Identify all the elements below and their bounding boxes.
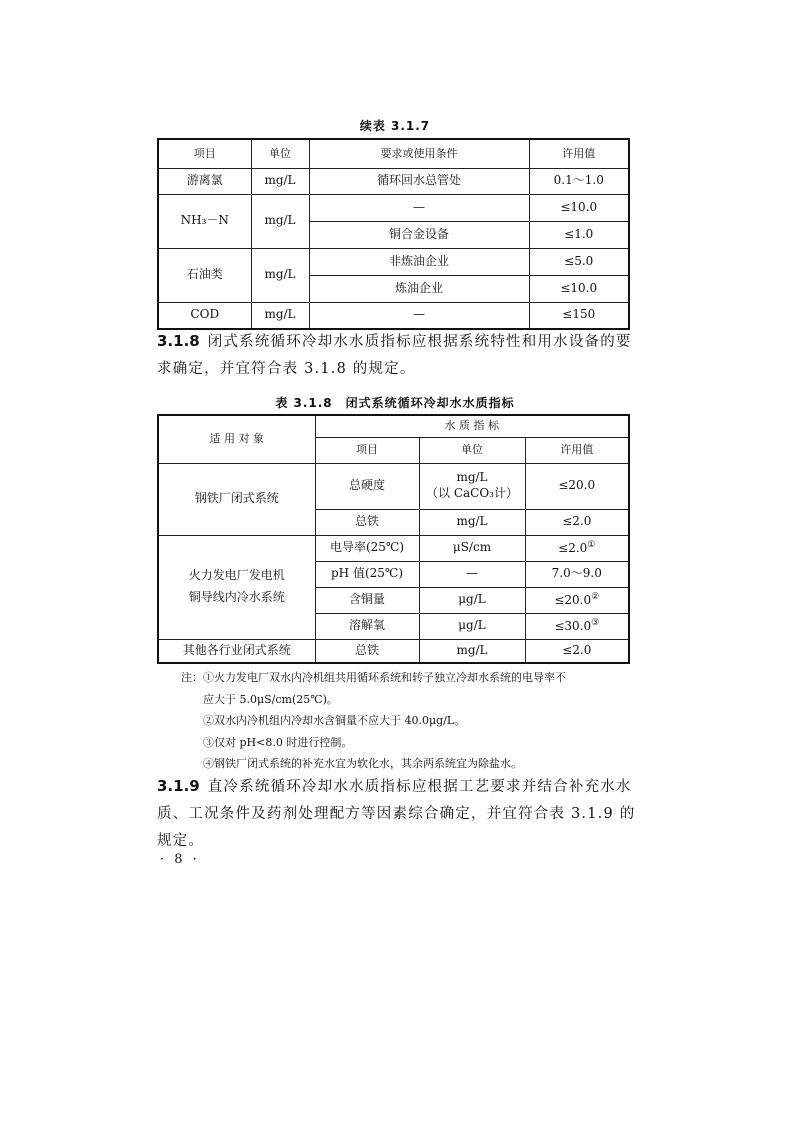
clause-number: 3.1.9 bbox=[157, 777, 200, 795]
cell-value: ≤20.0 bbox=[525, 463, 629, 509]
cell-value: ≤1.0 bbox=[529, 221, 629, 248]
value-text: ≤2.0 bbox=[558, 540, 588, 555]
footnote-mark: ② bbox=[591, 591, 600, 602]
cell-unit: mg/L bbox=[419, 639, 525, 663]
table-notes bbox=[181, 667, 641, 775]
cell-unit bbox=[419, 463, 525, 509]
table-row bbox=[158, 463, 629, 509]
cell-condition: — bbox=[309, 302, 529, 329]
header-allowed-value: 许用值 bbox=[529, 139, 629, 168]
cell-item: 总铁 bbox=[315, 639, 419, 663]
note-2: ②双水内冷机组内冷却水含铜量不应大于 40.0μg/L。 bbox=[203, 714, 466, 727]
cell-value: 7.0～9.0 bbox=[525, 561, 629, 587]
clause-text: 闭式系统循环冷却水水质指标应根据系统特性和用水设备的要求确定，并宜符合表 3.1.8 的规定。 bbox=[157, 334, 632, 377]
cell-object bbox=[158, 535, 315, 639]
clause-3-1-8 bbox=[157, 328, 637, 383]
closed-system-water-quality-table bbox=[157, 414, 630, 664]
table-row bbox=[158, 639, 629, 663]
cell-unit: mg/L bbox=[251, 248, 309, 302]
note-1-continued: 应大于 5.0μS/cm(25℃)。 bbox=[203, 692, 338, 706]
clause-number: 3.1.8 bbox=[157, 332, 200, 350]
cell-unit: μg/L bbox=[419, 613, 525, 639]
cell-item: NH₃－N bbox=[158, 194, 251, 248]
cell-item: 游离氯 bbox=[158, 168, 251, 194]
cell-unit: μS/cm bbox=[419, 535, 525, 561]
note-1: 注：①火力发电厂双水内冷机组共用循环系统和转子独立冷却水系统的电导率不 bbox=[181, 671, 566, 684]
cell-value bbox=[525, 535, 629, 561]
cell-condition: 铜合金设备 bbox=[309, 221, 529, 248]
unit-line: （以 CaCO₃计） bbox=[426, 486, 518, 500]
table2-caption: 表 3.1.8 闭式系统循环冷却水水质指标 bbox=[275, 396, 515, 410]
table-row bbox=[158, 302, 629, 329]
cell-unit: — bbox=[419, 561, 525, 587]
footnote-mark: ③ bbox=[591, 617, 600, 628]
cell-object: 其他各行业闭式系统 bbox=[158, 639, 315, 663]
table-row bbox=[158, 194, 629, 221]
cell-unit: mg/L bbox=[419, 509, 525, 535]
page-number: · 8 · bbox=[160, 852, 200, 867]
cell-unit: mg/L bbox=[251, 168, 309, 194]
cell-object: 钢铁厂闭式系统 bbox=[158, 463, 315, 535]
cell-unit: μg/L bbox=[419, 587, 525, 613]
cell-condition: 循环回水总管处 bbox=[309, 168, 529, 194]
cell-value: ≤2.0 bbox=[525, 639, 629, 663]
cell-item: 溶解氧 bbox=[315, 613, 419, 639]
cell-value: ≤150 bbox=[529, 302, 629, 329]
cell-unit: mg/L bbox=[251, 302, 309, 329]
cell-item: 含铜量 bbox=[315, 587, 419, 613]
cell-item: 石油类 bbox=[158, 248, 251, 302]
object-line: 铜导线内冷水系统 bbox=[188, 590, 285, 604]
cell-value: ≤5.0 bbox=[529, 248, 629, 275]
cell-item: 总铁 bbox=[315, 509, 419, 535]
cell-condition: 炼油企业 bbox=[309, 275, 529, 302]
header-applicable-object: 适 用 对 象 bbox=[158, 415, 315, 463]
header-water-quality-indicators: 水 质 指 标 bbox=[315, 415, 629, 437]
cell-item: pH 值(25℃) bbox=[315, 561, 419, 587]
cell-value: ≤10.0 bbox=[529, 194, 629, 221]
clause-3-1-9 bbox=[157, 773, 637, 855]
header-unit: 单位 bbox=[251, 139, 309, 168]
header-item: 项目 bbox=[158, 139, 251, 168]
header-unit: 单位 bbox=[419, 437, 525, 463]
table-header-row bbox=[158, 415, 629, 437]
table1-caption: 续表 3.1.7 bbox=[359, 119, 431, 133]
cell-value bbox=[525, 587, 629, 613]
header-allowed-value: 许用值 bbox=[525, 437, 629, 463]
cell-condition: 非炼油企业 bbox=[309, 248, 529, 275]
cell-unit: mg/L bbox=[251, 194, 309, 248]
header-condition: 要求或使用条件 bbox=[309, 139, 529, 168]
header-item: 项目 bbox=[315, 437, 419, 463]
table-row bbox=[158, 168, 629, 194]
value-text: ≤30.0 bbox=[554, 618, 592, 633]
cell-item: COD bbox=[158, 302, 251, 329]
table-row bbox=[158, 535, 629, 561]
clause-text: 直冷系统循环冷却水水质指标应根据工艺要求并结合补充水水质、工况条件及药剂处理配方等因素综合确定，并宜符合表 3.1.9 的规定。 bbox=[157, 779, 636, 849]
unit-line: mg/L bbox=[456, 470, 488, 485]
table-row bbox=[158, 248, 629, 275]
water-quality-table-continued bbox=[157, 138, 630, 330]
note-4: ④钢铁厂闭式系统的补充水宜为软化水，其余两系统宜为除盐水。 bbox=[203, 757, 522, 770]
cell-value: 0.1～1.0 bbox=[529, 168, 629, 194]
object-line: 火力发电厂发电机 bbox=[188, 568, 285, 583]
cell-value: ≤2.0 bbox=[525, 509, 629, 535]
cell-value bbox=[525, 613, 629, 639]
table-header-row bbox=[158, 139, 629, 168]
footnote-mark: ① bbox=[587, 539, 596, 550]
cell-value: ≤10.0 bbox=[529, 275, 629, 302]
cell-item: 电导率(25℃) bbox=[315, 535, 419, 561]
cell-item: 总硬度 bbox=[315, 463, 419, 509]
value-text: ≤20.0 bbox=[554, 592, 592, 607]
cell-condition: — bbox=[309, 194, 529, 221]
note-3: ③仅对 pH<8.0 时进行控制。 bbox=[203, 735, 353, 749]
